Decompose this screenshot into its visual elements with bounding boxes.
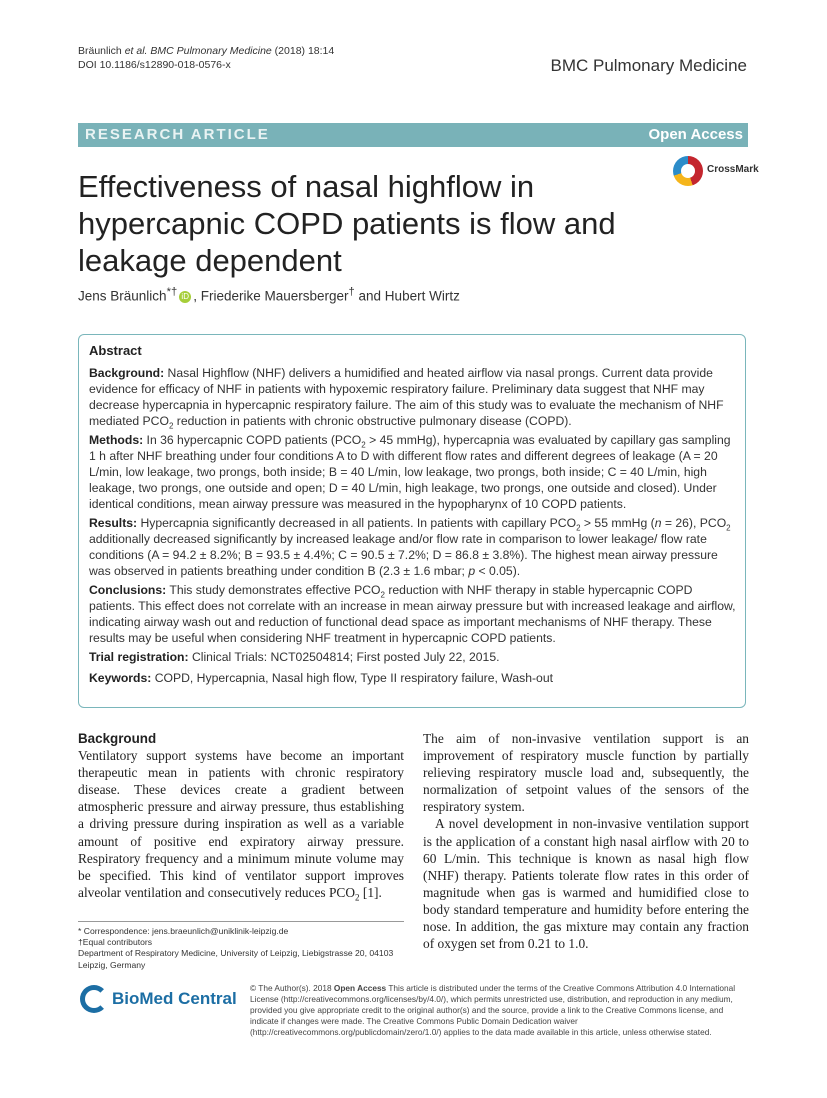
label-conclusions: Conclusions: <box>89 583 167 597</box>
left-column <box>78 730 404 901</box>
crossmark-badge[interactable] <box>673 156 759 190</box>
abstract-box <box>78 334 746 708</box>
copyright: © The Author(s). 2018 <box>250 983 334 993</box>
abstract-methods <box>89 432 737 512</box>
abstract-keywords <box>89 670 737 686</box>
orcid-icon[interactable]: iD <box>179 291 191 303</box>
abstract-trial <box>89 649 737 665</box>
text: Ventilatory support systems have become an important therapeutic mean in patients with chronic respiratory disease. These devices create a gradient between atmospheric pressure and airway pressure, thus establishing a driving pressure during inspiration as well as a variable amount of positive end expiratory airway pressure. Respiratory frequency and a minimum minute volume may be specified. This kind of ventilator support improves alveolar ventilation and consecutively reduces PCO <box>78 748 404 900</box>
label-results: Results: <box>89 516 138 530</box>
abstract-heading: Abstract <box>89 343 142 358</box>
paragraph: A novel development in non-invasive ventilation support is the application of a constant high nasal airflow with 20 to 60 L/min. This technique is known as nasal high flow (NHF) therapy. Patients tolerate flow rates in this order of magnitude when gas is warmed and humidified close to body standard temperature and humidity before entering the nose. In addition, the gas mixture may contain any fraction of oxygen set from 0.21 to 1.0. <box>423 816 749 952</box>
text: reduction in patients with chronic obstructive pulmonary disease (COPD). <box>173 414 572 428</box>
citation-authors: Bräunlich <box>78 45 125 57</box>
subscript: 2 <box>361 440 366 450</box>
abstract-body <box>89 365 737 689</box>
paragraph <box>78 747 404 901</box>
subscript: 2 <box>576 523 581 533</box>
license-body: This article is distributed under the terms of the Creative Commons Attribution 4.0 International License (http://creativecommons.org/licenses/by/4.0/), which permits unrestricted use, distribution, and reproduction in any medium, provided you give appropriate credit to the original author(s) and the source, provide a link to the Creative Commons license, and indicate if changes were made. The Creative Commons Public Domain Dedication waiver (http://creativecommons.org/publicdomain/zero/1.0/) applies to the data made available in this article, unless otherwise stated. <box>250 983 736 1038</box>
text: COPD, Hypercapnia, Nasal high flow, Type II respiratory failure, Wash-out <box>151 671 553 685</box>
right-column <box>423 730 749 952</box>
text: > 55 mmHg ( <box>580 516 655 530</box>
abstract-conclusions <box>89 582 737 646</box>
label-trial: Trial registration: <box>89 650 189 664</box>
article-title: Effectiveness of nasal highflow in hypercapnic COPD patients is flow and leakage dependent <box>78 169 616 278</box>
author-2-marks: † <box>348 286 355 298</box>
italic: p <box>468 564 476 578</box>
footnote <box>78 921 404 971</box>
journal-name: BMC Pulmonary Medicine <box>550 56 747 75</box>
text: < 0.05). <box>475 564 521 578</box>
open-access-bold: Open Access <box>333 983 387 993</box>
text: This study demonstrates effective PCO <box>166 583 381 597</box>
text: > 45 mmHg), hypercapnia was evaluated by capillary gas sampling 1 h after NHF breathing under four conditions A to D with different flow rates and different degrees of leakage (A = 20 L/min, low leakage, two prongs, both inside; B = 40 L/min, low leakage, two prongs, both inside; C = 40 L/min, high leakage, two prongs, one outside and open; D = 40 L/min, high leakage, two prongs, one outside and closed). Under identical conditions, mean airway pressure was measured in the hypopharynx of 10 COPD patients. <box>89 433 731 511</box>
equal-contributors: †Equal contributors <box>78 937 153 948</box>
label-background: Background: <box>89 366 165 380</box>
citation-journal: et al. BMC Pulmonary Medicine <box>124 45 272 57</box>
text: [1]. <box>359 884 382 900</box>
text: In 36 hypercapnic COPD patients (PCO <box>143 433 362 447</box>
paragraph: The aim of non-invasive ventilation support is an improvement of respiratory muscle function by partially relieving respiratory muscle load and, subsequently, the normalization of setpoint values of the sensors of the respiratory system. <box>423 731 749 815</box>
author-1: Jens Bräunlich <box>78 288 167 304</box>
citation <box>78 44 334 58</box>
open-access-label: Open Access <box>648 126 743 143</box>
author-3: and Hubert Wirtz <box>354 288 460 304</box>
crossmark-icon <box>673 156 703 186</box>
affiliation: Department of Respiratory Medicine, University of Leipzig, Liebigstrasse 20, 04103 Leipzig, Germany <box>78 948 394 970</box>
author-2: , Friederike Mauersberger <box>193 288 349 304</box>
article-type: RESEARCH ARTICLE <box>85 126 270 143</box>
citation-volume: (2018) 18:14 <box>271 45 335 57</box>
publisher-logo <box>78 983 238 1023</box>
section-heading-background: Background <box>78 731 157 746</box>
license-text <box>250 983 748 1038</box>
italic: n <box>654 516 662 530</box>
subscript: 2 <box>380 590 385 600</box>
text: additionally decreased significantly by increased leakage and/or flow rate in comparison to lower leakage/ flow rate conditions (A = 94.2 ± 8.2%; B = 93.5 ± 4.4%; C = 90.5 ± 7.2%; D = 86.8 ± 3.8%). The highest mean airway pressure was observed in patients breathing under condition B (2.3 ± 1.6 mbar; <box>89 532 718 578</box>
subscript: 2 <box>355 892 360 903</box>
doi: DOI 10.1186/s12890-018-0576-x <box>78 59 231 71</box>
subscript: 2 <box>168 421 174 431</box>
text: = 26), PCO <box>661 516 727 530</box>
text: Clinical Trials: NCT02504814; First posted July 22, 2015. <box>188 650 500 664</box>
abstract-background <box>89 365 737 429</box>
label-keywords: Keywords: <box>89 671 152 685</box>
author-1-marks: *† <box>166 286 178 298</box>
crossmark-label: CrossMark <box>707 164 759 175</box>
author-list <box>78 286 460 304</box>
text: reduction with NHF therapy in stable hypercapnic COPD patients. This effect does not correlate with an increase in mean airway pressure but with increased leakage and airflow, indicating airway wash out and reduction of functional dead space as important mechanisms of NHF therapy. These results may be useful when considering NHF treatment in hypercapnic COPD patients. <box>89 583 736 645</box>
publisher-name: BioMed Central <box>112 989 237 1008</box>
article-type-banner <box>78 123 748 147</box>
biomed-logo-icon <box>80 985 108 1013</box>
abstract-results <box>89 515 737 579</box>
label-methods: Methods: <box>89 433 144 447</box>
text: Hypercapnia significantly decreased in all patients. In patients with capillary PCO <box>137 516 577 530</box>
subscript: 2 <box>726 523 731 533</box>
text: Nasal Highflow (NHF) delivers a humidified and heated airflow via nasal prongs. Current data provide evidence for efficacy of NHF in patients with hypoxemic respiratory failure. Preliminary data suggest that NHF may decrease hypercapnia in hypercapnic respiratory failure. The aim of this study was to evaluate the mechanism of NHF mediated PCO <box>89 366 724 428</box>
running-header <box>78 44 334 72</box>
correspondence[interactable]: * Correspondence: jens.braeunlich@uniklinik-leipzig.de <box>78 926 289 936</box>
